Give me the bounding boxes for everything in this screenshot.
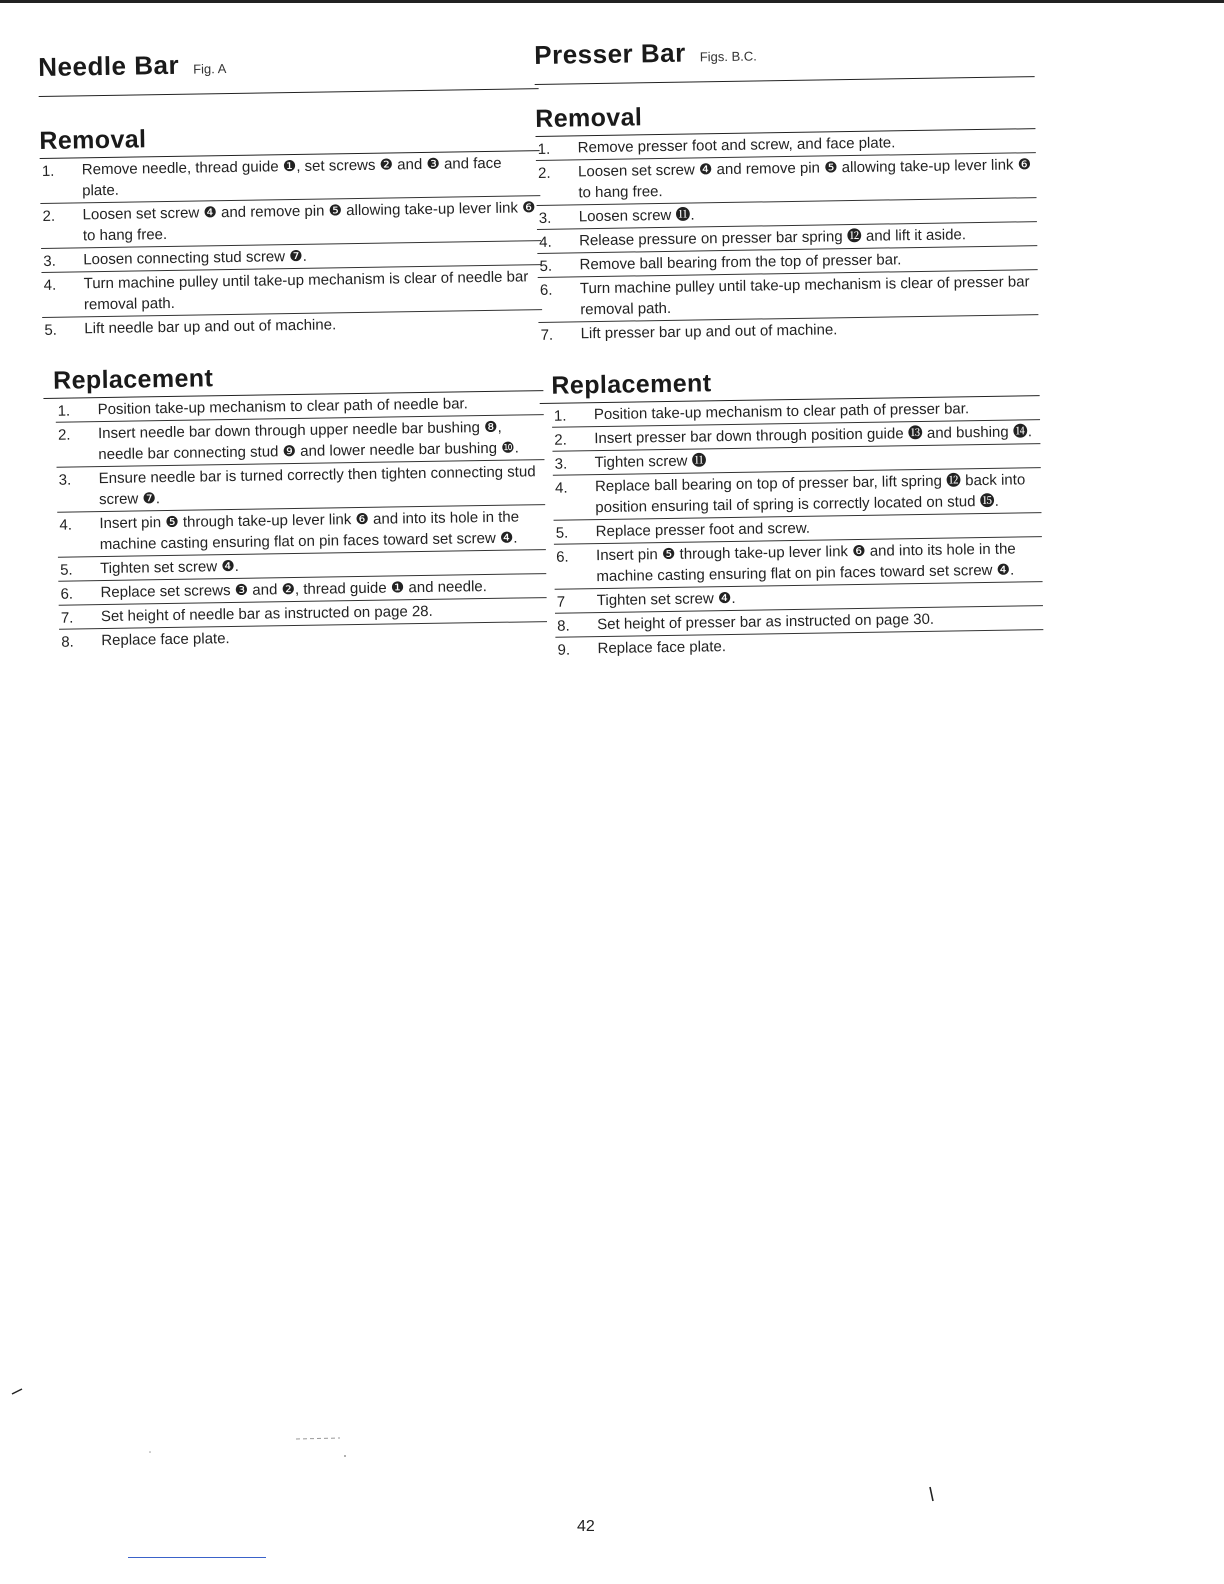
step-number: 5.	[60, 561, 73, 579]
step-text: Position take-up mechanism to clear path of needle bar.	[97, 395, 468, 419]
step-number: 6.	[539, 281, 553, 299]
step-number: 6.	[555, 548, 569, 566]
step-number: 6.	[60, 585, 74, 603]
presser-replacement-step	[554, 536, 1043, 589]
step-number: 2.	[42, 207, 56, 225]
step-number: 7.	[60, 609, 74, 627]
step-text: Loosen set screw ❹ and remove pin ❺ allowing take-up lever link ❻ to hang free.	[577, 156, 1032, 202]
step-text: Turn machine pulley until take-up mechanism is clear of presser bar removal path.	[579, 273, 1030, 319]
step-number: 2.	[554, 431, 567, 449]
step-text: Loosen connecting stud screw ❼.	[83, 247, 307, 269]
presser-bar-removal-steps	[536, 129, 1039, 346]
step-text: Tighten set screw ❹.	[596, 589, 736, 610]
step-text: Insert needle bar down through upper needle bar bushing ❽, needle bar connecting stud ❾ and lower needle bar bushing ❿.	[97, 418, 519, 464]
step-text: Set height of presser bar as instructed on page 30.	[597, 610, 935, 634]
step-number: 9.	[557, 641, 571, 659]
scan-mark	[296, 1438, 340, 1439]
step-text: Remove needle, thread guide ❶, set screws ❷ and ❸ and face plate.	[81, 154, 502, 200]
needle-bar-fig-ref: Fig. A	[193, 61, 227, 77]
step-text: Ensure needle bar is turned correctly then tighten connecting stud screw ❼.	[98, 463, 536, 509]
presser-bar-column	[534, 32, 1044, 661]
step-text: Replace face plate.	[101, 630, 230, 650]
step-text: Replace presser foot and screw.	[595, 519, 811, 541]
presser-replacement-step	[553, 467, 1042, 520]
needle-bar-title: Needle Bar	[38, 49, 180, 82]
step-number: 4.	[554, 479, 568, 497]
step-text: Loosen set screw ❹ and remove pin ❺ allowing take-up lever link ❻ to hang free.	[82, 199, 536, 245]
link-underline	[128, 1557, 266, 1558]
step-text: Lift needle bar up and out of machine.	[84, 316, 337, 338]
step-number: 3.	[554, 455, 568, 473]
step-number: 4.	[43, 276, 57, 294]
step-number: 7.	[540, 326, 554, 344]
step-text: Replace face plate.	[597, 638, 727, 658]
step-number: 8.	[61, 633, 74, 651]
scan-mark	[12, 1389, 22, 1394]
needle-removal-step	[41, 264, 542, 317]
needle-bar-header	[38, 44, 539, 97]
presser-bar-fig-ref: Figs. B.C.	[699, 48, 757, 65]
presser-bar-replacement-steps	[540, 396, 1044, 661]
step-text: Insert presser bar down through position guide ⓭ and bushing ⓮.	[594, 423, 1033, 448]
scan-mark	[149, 1451, 151, 1453]
presser-bar-header	[534, 32, 1035, 85]
step-number: 5.	[539, 257, 553, 275]
step-text: Tighten set screw ❹.	[99, 557, 240, 578]
scan-mark	[930, 1487, 933, 1501]
step-text: Insert pin ❺ through take-up lever link ❻ and into its hole in the machine casting ensuring flat on pin faces toward set screw ❹.	[99, 508, 520, 554]
step-number: 1.	[553, 407, 567, 425]
step-text: Replace set screws ❸ and ❷, thread guide ❶ and needle.	[100, 578, 487, 602]
step-text: Release pressure on presser bar spring ⓬ and lift it aside.	[579, 226, 967, 250]
needle-bar-replacement-heading: Replacement	[43, 359, 543, 399]
step-text: Position take-up mechanism to clear path of presser bar.	[593, 400, 970, 424]
step-number: 3.	[43, 252, 56, 270]
scan-mark	[344, 1455, 346, 1457]
step-text: Tighten screw ⓫	[594, 452, 707, 472]
step-number: 3.	[538, 209, 552, 227]
step-text: Insert pin ❺ through take-up lever link ❻ and into its hole in the machine casting ensuring flat on pin faces toward set screw ❹.	[595, 540, 1016, 586]
presser-bar-title: Presser Bar	[534, 37, 686, 70]
presser-removal-step	[538, 269, 1039, 322]
needle-bar-replacement-steps	[43, 391, 547, 653]
step-text: Turn machine pulley until take-up mechanism is clear of needle bar removal path.	[83, 268, 529, 314]
step-number: 1.	[57, 402, 71, 420]
step-number: 5.	[555, 524, 569, 542]
presser-bar-removal-heading: Removal	[535, 97, 1035, 137]
step-text: Lift presser bar up and out of machine.	[580, 321, 838, 343]
step-number: 3.	[58, 471, 72, 489]
step-text: Set height of needle bar as instructed on page 28.	[100, 602, 433, 626]
needle-replacement-step	[56, 414, 545, 467]
step-number: 2.	[537, 164, 551, 182]
step-number: 5.	[44, 321, 58, 339]
step-text: Replace ball bearing on top of presser bar, lift spring ⓬ back into position ensuring tail of spring is correctly located on stud ⓯.	[594, 471, 1026, 517]
step-number: 7	[556, 593, 566, 611]
step-number: 4.	[539, 233, 552, 251]
needle-removal-step	[40, 195, 541, 248]
step-number: 2.	[57, 426, 71, 444]
page-number: 42	[577, 1518, 595, 1535]
step-text: Loosen screw ⓫.	[578, 206, 695, 226]
presser-removal-step	[536, 152, 1037, 205]
top-border	[0, 0, 1224, 3]
step-number: 1.	[41, 162, 55, 180]
needle-bar-removal-heading: Removal	[39, 119, 539, 159]
step-number: 8.	[557, 617, 570, 635]
step-number: 1.	[537, 140, 551, 158]
needle-replacement-step	[57, 504, 546, 557]
needle-replacement-step	[57, 459, 546, 512]
step-number: 4.	[59, 516, 73, 534]
presser-bar-replacement-heading: Replacement	[539, 364, 1039, 404]
step-text: Remove ball bearing from the top of presser bar.	[579, 251, 902, 274]
needle-removal-step	[40, 151, 541, 203]
step-text: Remove presser foot and screw, and face plate.	[577, 134, 896, 157]
needle-bar-removal-steps	[40, 151, 543, 341]
needle-bar-column	[38, 44, 547, 653]
